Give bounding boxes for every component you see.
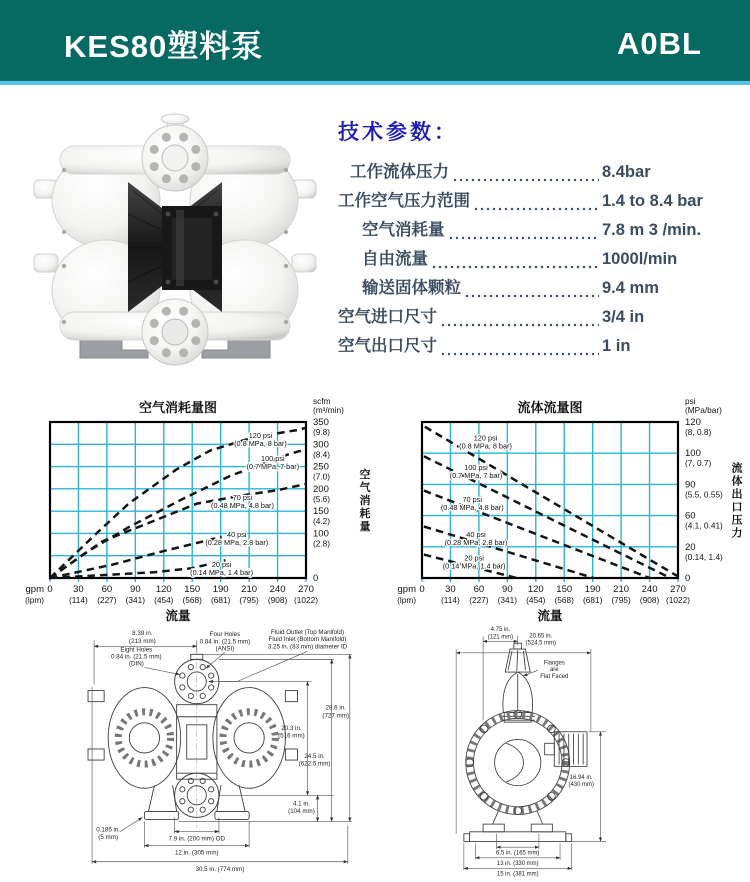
eight-holes-note: Eight Holes	[120, 646, 153, 654]
svg-text:(908): (908)	[267, 595, 288, 605]
dim-air-valve: 4.75 in.	[490, 627, 511, 634]
specs-list	[338, 158, 744, 361]
y-tick: 250	[313, 461, 329, 473]
x-tick: 120	[155, 584, 172, 595]
chart-title: 空气消耗量图	[138, 400, 218, 415]
svg-text:(8, 0.8): (8, 0.8)	[685, 427, 712, 437]
x-tick: 60	[101, 584, 113, 595]
page-title: KES80塑料泵	[64, 29, 264, 64]
side-view-drawing	[414, 624, 684, 878]
model-code: A0BL	[617, 25, 702, 61]
spec-label: 输送固体颗粒	[362, 279, 461, 297]
y-tick: 150	[313, 506, 329, 518]
pump-center-section	[128, 182, 222, 312]
y-axis-title: 空气消耗量	[359, 469, 371, 533]
x-unit-gpm: gpm	[25, 584, 44, 595]
y-tick: 200	[313, 483, 329, 495]
curve-label: (0.28 MPa, 2.8 bar)	[444, 538, 508, 547]
curve-label: (0.14 MPa, 1.4 bar)	[442, 561, 506, 571]
curve-label: (0.14 MPa, 1.4 bar)	[190, 568, 254, 578]
y-tick: 100	[313, 528, 329, 540]
dim-base-inner: 6.5 in. (165 mm)	[496, 850, 540, 857]
svg-text:(681): (681)	[582, 595, 603, 605]
svg-text:(1022): (1022)	[294, 595, 318, 605]
y-tick: 90	[685, 479, 696, 491]
svg-text:(2.8): (2.8)	[313, 538, 331, 549]
svg-text:3.25 in. (83 mm) diameter ID: 3.25 in. (83 mm) diameter ID	[267, 643, 348, 651]
dim-depth-total: 20.65 in.	[529, 633, 553, 640]
curve-70-psi	[50, 484, 306, 578]
svg-text:0.84 in. (21.5 mm): 0.84 in. (21.5 mm)	[111, 653, 162, 661]
dim-height: 16.94 in.	[569, 774, 593, 781]
svg-text:(9.8): (9.8)	[313, 427, 331, 437]
svg-text:(4.2): (4.2)	[313, 516, 331, 527]
svg-text:(104 mm): (104 mm)	[288, 807, 315, 815]
svg-text:(7, 0.7): (7, 0.7)	[685, 458, 712, 469]
x-tick: 0	[47, 584, 53, 595]
spec-row	[338, 274, 744, 303]
y-tick: 120	[685, 417, 701, 428]
x-tick: 190	[212, 584, 229, 595]
dim-feet-span: 12 in. (305 mm)	[174, 849, 219, 857]
dot-leader	[448, 236, 600, 240]
svg-text:(5 mm): (5 mm)	[98, 834, 119, 842]
x-tick: 90	[130, 584, 141, 595]
y-tick: 60	[685, 510, 696, 522]
y-tick: 100	[685, 448, 701, 460]
air-consumption-chart	[6, 394, 376, 644]
svg-text:(0.14, 1.4): (0.14, 1.4)	[685, 551, 723, 562]
x-tick: 0	[419, 584, 425, 595]
svg-text:(114): (114)	[441, 595, 460, 605]
x-tick: 270	[670, 584, 686, 595]
y-axis-unit: psi	[685, 396, 696, 406]
y-axis-unit: (m³/min)	[313, 405, 344, 415]
side-dimensions	[456, 636, 606, 871]
svg-text:(213 mm): (213 mm)	[129, 637, 156, 645]
side-pump-art	[464, 640, 587, 841]
curve-label: 120 psi	[248, 430, 273, 440]
svg-text:(ANSI): (ANSI)	[215, 645, 235, 653]
bottom-flange	[142, 299, 208, 365]
spec-label: 工作空气压力范围	[338, 192, 470, 210]
x-tick: 150	[184, 584, 201, 595]
svg-text:(227): (227)	[469, 595, 489, 605]
x-unit-gpm: gpm	[397, 584, 416, 595]
x-tick: 240	[269, 584, 286, 595]
y-tick: 0	[685, 573, 691, 584]
x-unit-lpm: (lpm)	[397, 595, 416, 605]
x-axis-title: 流量	[165, 609, 191, 623]
curve-label: (0.7 MPa, 7 bar)	[449, 470, 503, 480]
svg-text:Flat Faced: Flat Faced	[540, 673, 569, 680]
dot-leader	[452, 178, 599, 182]
spec-label: 空气出口尺寸	[338, 337, 437, 355]
specs-title: 技术参数：	[338, 121, 458, 144]
svg-text:(727 mm): (727 mm)	[322, 712, 350, 720]
front-view-svg	[84, 624, 376, 878]
y-axis-unit: (MPa/bar)	[685, 405, 722, 415]
x-tick: 30	[73, 584, 84, 595]
spec-row	[338, 245, 744, 274]
curve-label: (0.8 MPa, 8 bar)	[459, 441, 512, 451]
specs-section	[338, 116, 744, 361]
x-unit-lpm: (lpm)	[25, 595, 44, 605]
x-tick: 270	[298, 584, 314, 595]
y-tick: 0	[313, 573, 319, 584]
dim-port-offset: 4.1 in.	[292, 800, 310, 808]
dim-height-outlet: 24.5 in.	[304, 753, 325, 761]
curve-label: 120 psi	[473, 433, 498, 443]
front-dimensions	[92, 637, 352, 864]
dim-flange-width: 8.39 in.	[132, 630, 153, 638]
fluid-ports-note: Fluid Outlet (Top Manifold)	[270, 629, 345, 637]
curve-label: 70 psi	[232, 493, 253, 503]
spec-row	[338, 158, 744, 187]
x-tick: 150	[556, 584, 573, 595]
dim-flange-od: 7.9 in. (200 mm) OD	[168, 835, 226, 843]
x-tick: 90	[502, 584, 513, 595]
curve-label: (0.7 MPa, 7 bar)	[246, 462, 300, 472]
svg-text:(524.5 mm): (524.5 mm)	[525, 640, 557, 647]
spec-row	[338, 187, 744, 216]
curve-label: (0.48 MPa, 4.8 bar)	[440, 503, 504, 513]
spec-label: 工作流体压力	[350, 163, 449, 181]
top-flange	[142, 114, 208, 191]
spec-value: 1.4 to 8.4 bar	[602, 192, 703, 210]
svg-text:(454): (454)	[526, 595, 546, 605]
curve-label: 20 psi	[464, 553, 484, 563]
dot-leader	[464, 294, 599, 298]
dot-leader	[431, 265, 599, 269]
svg-text:(795): (795)	[611, 595, 631, 605]
side-view-svg	[414, 624, 684, 878]
y-axis-title: 流体出口压力	[731, 462, 743, 540]
spec-label: 自由流量	[362, 250, 428, 268]
dot-leader	[473, 207, 599, 211]
spec-value: 9.4 mm	[602, 279, 659, 297]
svg-text:(341): (341)	[497, 595, 518, 605]
spec-value: 1000l/min	[602, 250, 678, 268]
x-tick: 60	[473, 584, 485, 595]
svg-text:(795): (795)	[239, 595, 259, 605]
svg-text:(4.1, 0.41): (4.1, 0.41)	[685, 520, 723, 531]
dim-base-mid: 13 in. (330 mm)	[496, 861, 539, 868]
svg-text:0.84 in. (21.5 mm): 0.84 in. (21.5 mm)	[199, 638, 251, 646]
y-axis-unit: scfm	[313, 396, 331, 406]
dot-leader	[440, 352, 599, 356]
curve-label: 40 psi	[227, 529, 247, 539]
svg-text:(568): (568)	[182, 595, 202, 605]
x-tick: 210	[613, 584, 630, 595]
dot-leader	[440, 323, 599, 327]
svg-text:Fluid Inlet (Bottom Manifold): Fluid Inlet (Bottom Manifold)	[268, 636, 347, 644]
y-tick: 20	[685, 541, 696, 553]
svg-text:(114): (114)	[69, 595, 88, 605]
curve-label: 70 psi	[462, 495, 482, 505]
header	[0, 0, 750, 85]
dim-pad: 0.185 in.	[96, 826, 121, 834]
flanges-note: Flanges	[543, 660, 565, 667]
spec-label: 空气消耗量	[362, 221, 445, 239]
curve-label: 20 psi	[211, 560, 232, 570]
fluid-flow-chart	[378, 394, 748, 644]
x-axis-title: 流量	[537, 609, 563, 623]
dim-base-outer: 15 in. (381 mm)	[496, 871, 539, 878]
svg-text:(568): (568)	[554, 595, 574, 605]
x-tick: 30	[445, 584, 456, 595]
y-tick: 350	[313, 417, 329, 428]
svg-text:(8.4): (8.4)	[313, 449, 331, 460]
pump-photo-svg	[30, 106, 320, 368]
x-tick: 190	[584, 584, 601, 595]
spec-value: 8.4bar	[602, 163, 651, 181]
svg-text:(341): (341)	[125, 595, 146, 605]
dim-height-inlet: 20.3 in.	[281, 724, 302, 732]
spec-label: 空气进口尺寸	[338, 308, 437, 326]
curve-label: 40 psi	[466, 530, 486, 539]
x-tick: 210	[241, 584, 258, 595]
pump-photo	[30, 106, 320, 368]
curve-label: (0.48 MPa, 4.8 bar)	[211, 501, 274, 511]
svg-text:(7.0): (7.0)	[313, 471, 331, 482]
four-holes-note: Four Holes	[209, 631, 241, 639]
svg-text:(622.5 mm): (622.5 mm)	[298, 760, 331, 768]
svg-text:(121 mm): (121 mm)	[487, 634, 514, 641]
svg-text:(430 mm): (430 mm)	[568, 782, 594, 789]
chart-title: 流体流量图	[517, 400, 583, 415]
svg-text:(681): (681)	[210, 595, 231, 605]
x-tick: 240	[641, 584, 658, 595]
svg-text:(227): (227)	[97, 595, 117, 605]
y-tick: 300	[313, 439, 329, 451]
svg-text:(DIN): (DIN)	[128, 660, 144, 668]
spec-value: 3/4 in	[602, 308, 645, 326]
spec-row	[338, 303, 744, 332]
dim-height-total: 28.6 in.	[325, 704, 346, 712]
x-tick: 120	[527, 584, 544, 595]
svg-text:(454): (454)	[154, 595, 174, 605]
spec-row	[338, 332, 744, 361]
svg-text:are: are	[549, 667, 559, 674]
spec-value: 1 in	[602, 337, 631, 355]
spec-value: 7.8 m 3 /min.	[602, 221, 702, 239]
curve-label: (0.8 MPa, 8 bar)	[234, 438, 287, 448]
svg-text:(5.5, 0.55): (5.5, 0.55)	[685, 489, 723, 500]
front-view-drawing	[84, 624, 376, 878]
curve-label: 100 psi	[464, 462, 488, 472]
svg-text:(1022): (1022)	[666, 595, 690, 605]
svg-text:(908): (908)	[639, 595, 660, 605]
dim-width-total: 30.5 in. (774 mm)	[195, 865, 245, 873]
curve-label: (0.28 MPa, 2.8 bar)	[205, 537, 269, 547]
front-pump-art	[88, 648, 297, 827]
svg-text:(516 mm): (516 mm)	[278, 732, 305, 740]
curve-label: 100 psi	[261, 454, 285, 464]
spec-row	[338, 216, 744, 245]
svg-text:(5.6): (5.6)	[313, 493, 331, 504]
